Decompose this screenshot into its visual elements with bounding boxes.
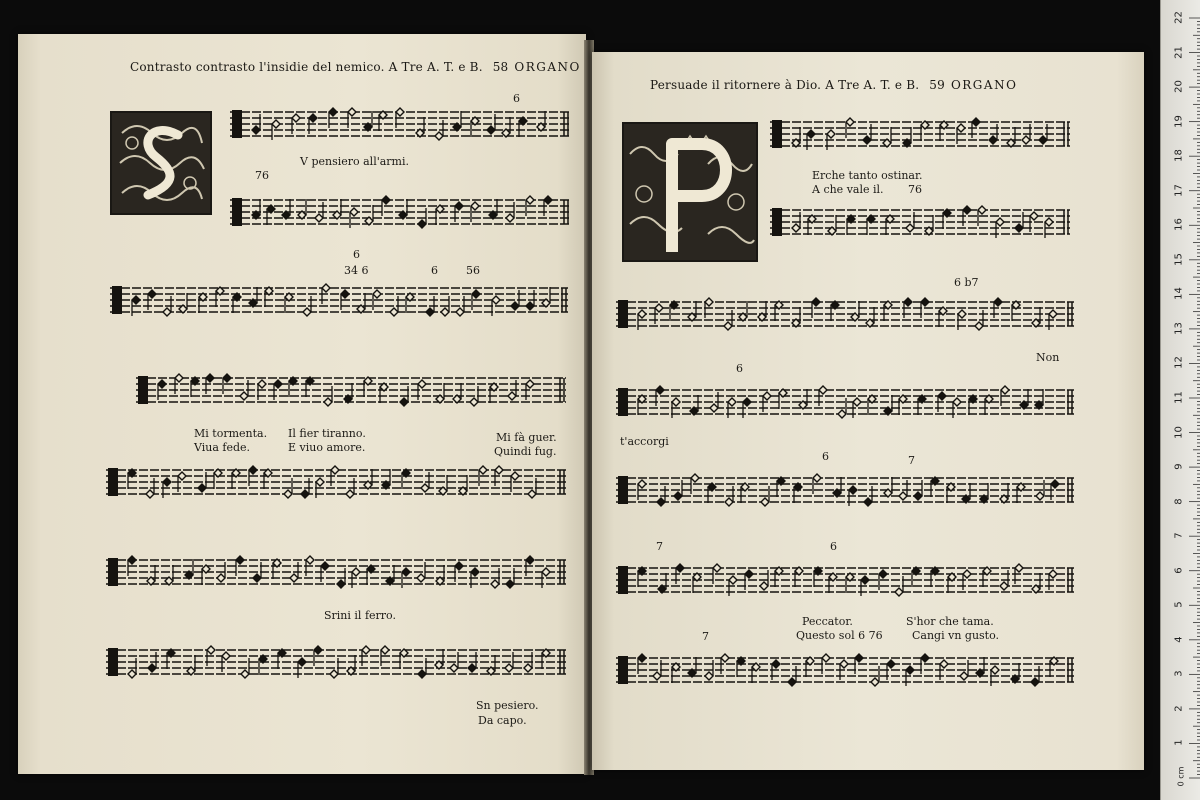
staff-left-2 <box>230 192 570 238</box>
lyric-left-mi-tormenta: Mi tormenta. <box>194 427 268 440</box>
figure-left-3: 6 <box>353 248 360 261</box>
lyric-left-srini-il-ferro: Srini il ferro. <box>324 609 396 622</box>
left-page-number: 58 <box>492 60 509 74</box>
figure-right-7: 6 <box>830 540 837 553</box>
right-page-part-label: ORGANO <box>950 78 1018 92</box>
lyric-right-erche-tanto-ostinar: Erche tanto ostinar. <box>812 169 923 182</box>
ruler-number: 11 <box>1173 391 1185 404</box>
figure-left-1: 6 <box>513 92 520 105</box>
figure-right-6: 7 <box>656 540 663 553</box>
lyric-right-taccorgi: t'accorgi <box>620 435 669 448</box>
measurement-ruler <box>1160 0 1200 800</box>
ruler-number: 21 <box>1173 45 1185 59</box>
ruler-number: 15 <box>1173 252 1185 266</box>
lyric-left-e-viuo-amore: E viuo amore. <box>288 441 366 454</box>
figure-right-1: 76 <box>908 183 922 196</box>
ruler-number: 14 <box>1173 287 1185 301</box>
ruler-number: 8 <box>1173 497 1185 505</box>
staff-left-6 <box>106 552 566 598</box>
ruler-number: 13 <box>1173 322 1185 335</box>
staff-right-1 <box>770 114 1070 160</box>
staff-left-4 <box>136 370 566 416</box>
ruler-unit-label: 0 cm <box>1176 766 1186 787</box>
ruler-number: 10 <box>1173 425 1185 439</box>
lyric-right-peccator: Peccator. <box>802 615 853 628</box>
staff-right-2 <box>770 202 1070 248</box>
figure-left-5: 6 <box>431 264 438 277</box>
staff-left-7 <box>106 642 566 688</box>
lyric-right-shor-che-tama: S'hor che tama. <box>906 615 994 628</box>
figure-left-4: 34 6 <box>344 264 369 277</box>
ruler-number: 4 <box>1173 636 1185 643</box>
lyric-left-da-capo: Da capo. <box>478 714 527 727</box>
ruler-number: 5 <box>1173 601 1185 608</box>
figure-right-3: 6 <box>736 362 743 375</box>
ruler-number: 7 <box>1173 532 1185 539</box>
decorated-initial-s <box>110 111 212 215</box>
right-page-title: Persuade il ritornere à Dio. A Tre A. T. e B. <box>650 78 920 92</box>
right-page-header <box>650 78 1017 92</box>
left-page <box>18 34 586 774</box>
ruler-number: 22 <box>1173 11 1185 24</box>
lyric-left-il-fier-tiranno: Il fier tiranno. <box>288 427 366 440</box>
ruler-number: 1 <box>1173 739 1185 747</box>
left-page-header <box>130 60 581 74</box>
staff-right-5 <box>616 470 1074 516</box>
figure-right-2: 6 b7 <box>954 276 979 289</box>
ruler-number: 20 <box>1173 80 1185 93</box>
ruler-number: 12 <box>1173 356 1185 370</box>
figure-right-4: 6 <box>822 450 829 463</box>
ruler-number: 2 <box>1173 705 1185 712</box>
lyric-left-viua-fede: Viua fede. <box>194 441 251 454</box>
ruler-number: 19 <box>1173 114 1185 128</box>
right-page <box>592 52 1144 770</box>
lyric-right-cangi-vn-gusto: Cangi vn gusto. <box>912 629 1000 642</box>
staff-left-1 <box>230 104 570 150</box>
lyric-right-non: Non <box>1036 351 1060 364</box>
lyric-right-questo-sol: Questo sol 6 76 <box>796 629 883 642</box>
figure-left-6: 56 <box>466 264 480 277</box>
ruler-number: 18 <box>1173 149 1185 163</box>
decorated-initial-p <box>622 122 758 262</box>
ruler-number: 16 <box>1173 218 1185 232</box>
staff-left-3 <box>110 280 568 326</box>
staff-right-4 <box>616 382 1074 428</box>
ruler-number: 6 <box>1173 567 1185 574</box>
staff-right-3 <box>616 294 1074 340</box>
lyric-left-quindi-fug: Quindi fug. <box>494 445 557 458</box>
left-page-title: Contrasto contrasto l'insidie del nemico. A Tre A. T. e B. <box>130 60 483 74</box>
ruler-number: 17 <box>1173 183 1185 197</box>
lyric-left-1: V pensiero all'armi. <box>300 155 410 168</box>
ruler-number: 9 <box>1173 463 1185 470</box>
staff-right-6 <box>616 560 1074 606</box>
figure-right-8: 7 <box>702 630 709 643</box>
figure-right-5: 7 <box>908 454 915 467</box>
lyric-right-a-che-vale-il: A che vale il. <box>812 183 884 196</box>
staff-right-7 <box>616 650 1074 696</box>
left-page-part-label: ORGANO <box>514 60 581 74</box>
figure-left-2: 76 <box>255 169 269 182</box>
staff-left-5 <box>106 462 566 508</box>
lyric-left-sn-pesiero: Sn pesiero. <box>476 699 539 712</box>
right-page-number: 59 <box>929 78 945 92</box>
lyric-left-mi-fa-guer: Mi fà guer. <box>496 431 557 444</box>
ruler-number: 3 <box>1173 670 1185 678</box>
